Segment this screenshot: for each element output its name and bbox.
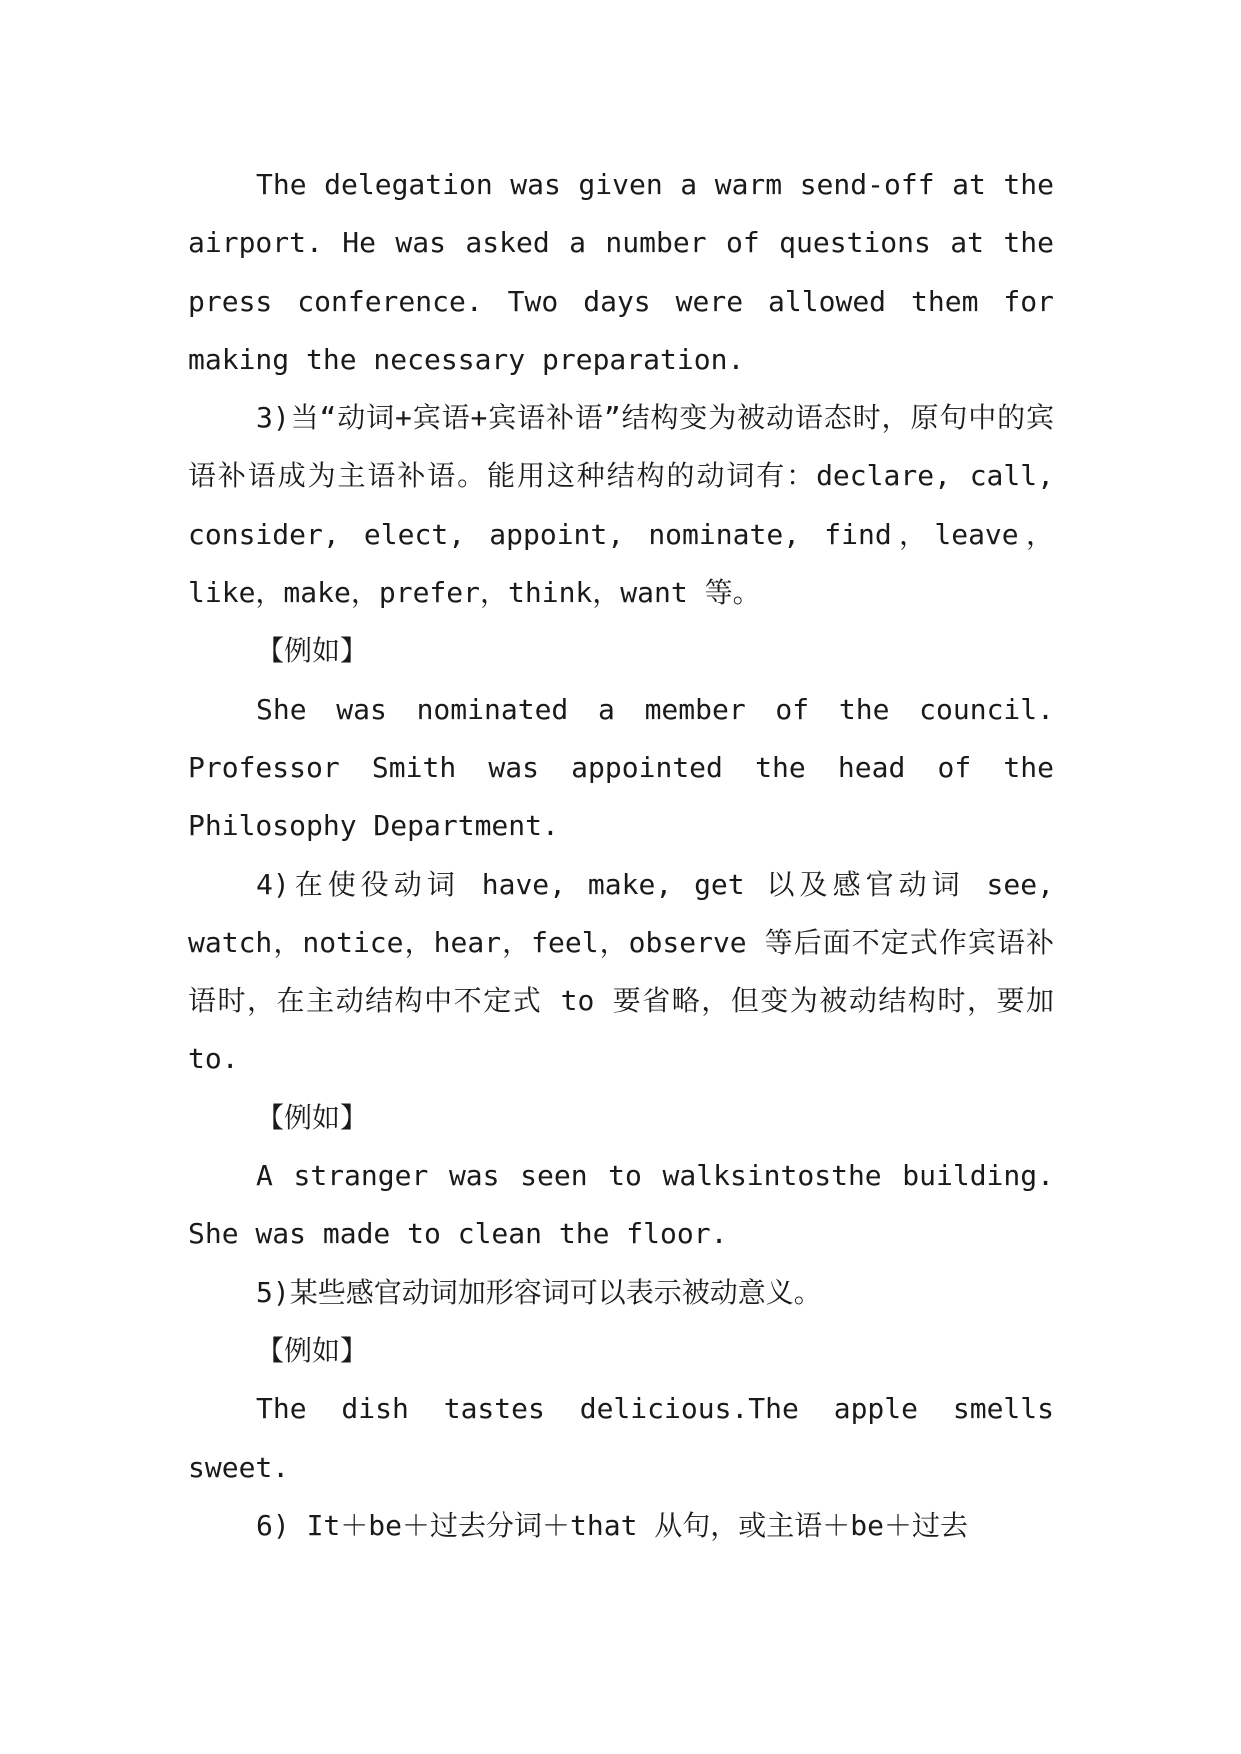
document-body (188, 156, 1054, 1555)
paragraph-example-3: She was nominated a member of the council. Professor Smith was appointed the head of the Philosophy Department. (188, 692, 1054, 843)
paragraph-rule-4: 4)在使役动词 have, make, get 以及感官动词 see, watch，notice，hear，feel，observe 等后面不定式作宾语补语时，在主动结构中不定式 to 要省略，但变为被动结构时，要加 to. (188, 867, 1054, 1076)
example-label: 【例如】 (256, 1100, 369, 1134)
example-label: 【例如】 (256, 1333, 369, 1367)
paragraph-example-4: A stranger was seen to walksintosthe building. She was made to clean the floor. (188, 1159, 1054, 1251)
paragraph-rule-5: 5)某些感官动词加形容词可以表示被动意义。 (256, 1275, 822, 1309)
paragraph-passive-examples: The delegation was given a warm send-off at the airport. He was asked a number of questions at the press conference. Two days were allowed them for making the necessary preparation. (188, 168, 1054, 376)
example-label: 【例如】 (256, 634, 369, 668)
paragraph-rule-6: 6) It＋be＋过去分词＋that 从句，或主语＋be＋过去 (256, 1508, 969, 1542)
paragraph-rule-3: 3)当“动词+宾语+宾语补语”结构变为被动语态时，原句中的宾语补语成为主语补语。能用这种结构的动词有：declare, call, consider, elect, appoint, nominate, find，leave，like，make，prefer，think，want 等。 (188, 401, 1054, 610)
paragraph-example-5: The dish tastes delicious.The apple smells sweet. (188, 1392, 1054, 1484)
